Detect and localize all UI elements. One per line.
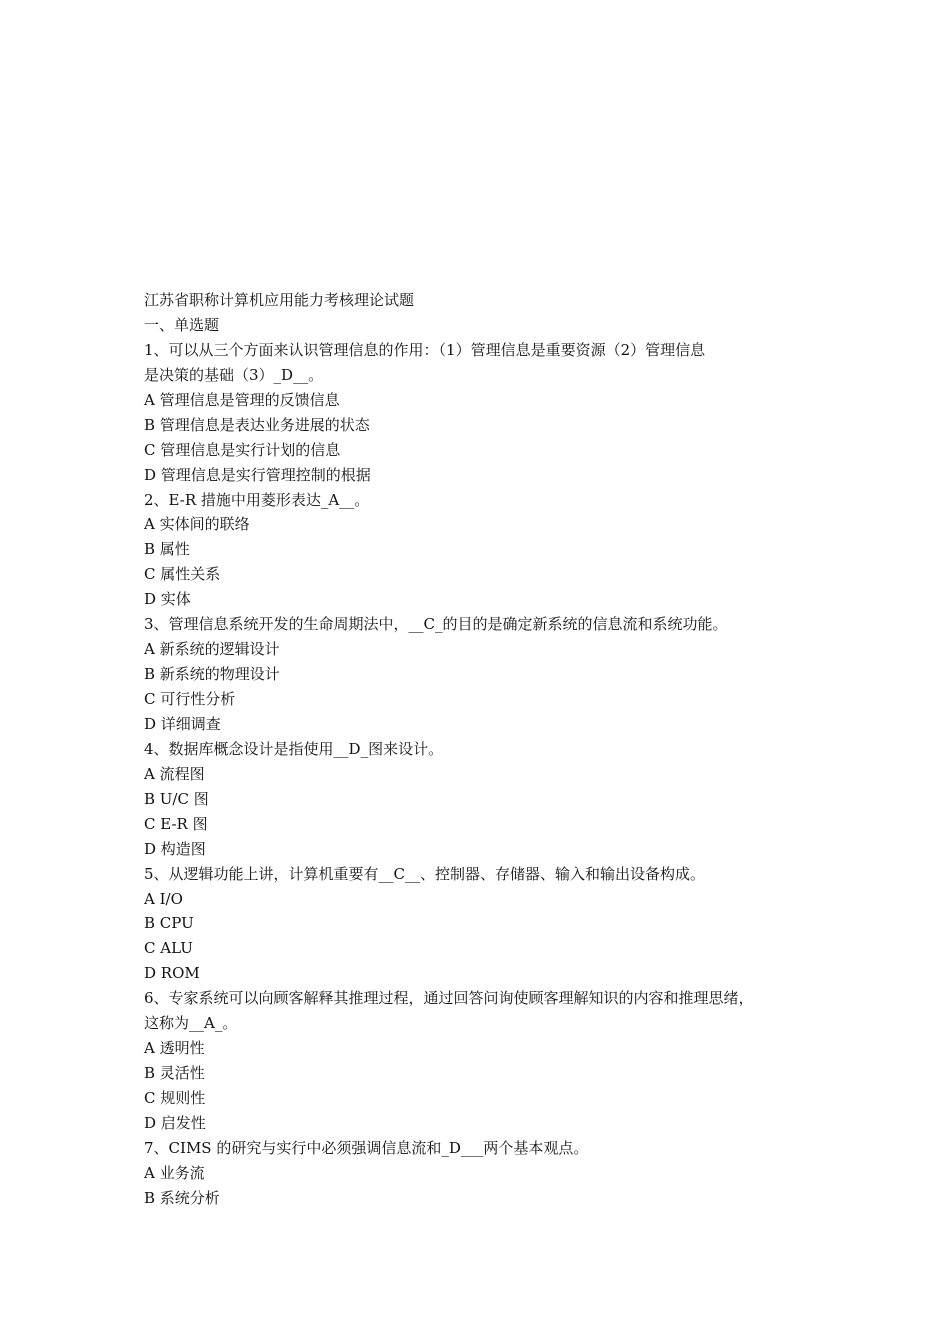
text-line: 2、E-R 措施中用菱形表达_A__。 (144, 490, 370, 509)
text-line: C 可行性分析 (144, 690, 236, 708)
text-line: A 管理信息是管理的反馈信息 (144, 390, 340, 409)
text-line: D 实体 (144, 590, 191, 609)
text-line: C ALU (144, 939, 193, 958)
text-line: A I/O (144, 889, 183, 908)
text-line: 5、从逻辑功能上讲，计算机重要有__C__、控制器、存储器、输入和输出设备构成。 (144, 864, 706, 883)
section-heading: 一、单选题 (144, 315, 220, 334)
text-line: D 详细调查 (144, 714, 221, 733)
text-line: D ROM (144, 964, 200, 983)
text-line: C E-R 图 (144, 814, 208, 833)
text-line: 是决策的基础（3）_D__。 (144, 365, 324, 384)
text-line: B 管理信息是表达业务进展的状态 (144, 415, 370, 434)
text-line: D 构造图 (144, 839, 206, 858)
text-line: A 流程图 (144, 764, 205, 783)
document-title: 江苏省职称计算机应用能力考核理论试题 (144, 291, 415, 309)
text-line: 1、可以从三个方面来认识管理信息的作用：（1）管理信息是重要资源（2）管理信息 (144, 340, 706, 359)
text-line: D 管理信息是实行管理控制的根据 (144, 465, 371, 484)
text-line: C 属性关系 (144, 565, 221, 584)
document-body (144, 288, 834, 1211)
text-line: C 管理信息是实行计划的信息 (144, 440, 341, 459)
text-line: B 属性 (144, 540, 190, 559)
text-line: 6、专家系统可以向顾客解释其推理过程，通过回答问询使顾客理解知识的内容和推理思绪， (144, 989, 754, 1008)
text-line: A 新系统的逻辑设计 (144, 640, 280, 659)
text-line: D 启发性 (144, 1113, 206, 1132)
text-line: 7、CIMS 的研究与实行中必须强调信息流和_D___两个基本观点。 (144, 1138, 589, 1157)
text-line: B 系统分析 (144, 1188, 220, 1207)
text-line: A 透明性 (144, 1039, 205, 1058)
text-line: 这称为__A_。 (144, 1014, 238, 1033)
text-line: A 业务流 (144, 1163, 205, 1182)
text-line: A 实体间的联络 (144, 515, 250, 534)
text-line: B U/C 图 (144, 789, 209, 808)
text-line: 4、数据库概念设计是指使用__D_图来设计。 (144, 739, 444, 758)
text-line: 3、管理信息系统开发的生命周期法中，__C_的目的是确定新系统的信息流和系统功能。 (144, 615, 728, 634)
text-line: C 规则性 (144, 1089, 206, 1107)
text-line: B CPU (144, 914, 194, 933)
text-line: B 新系统的物理设计 (144, 665, 280, 684)
text-line: B 灵活性 (144, 1064, 205, 1083)
